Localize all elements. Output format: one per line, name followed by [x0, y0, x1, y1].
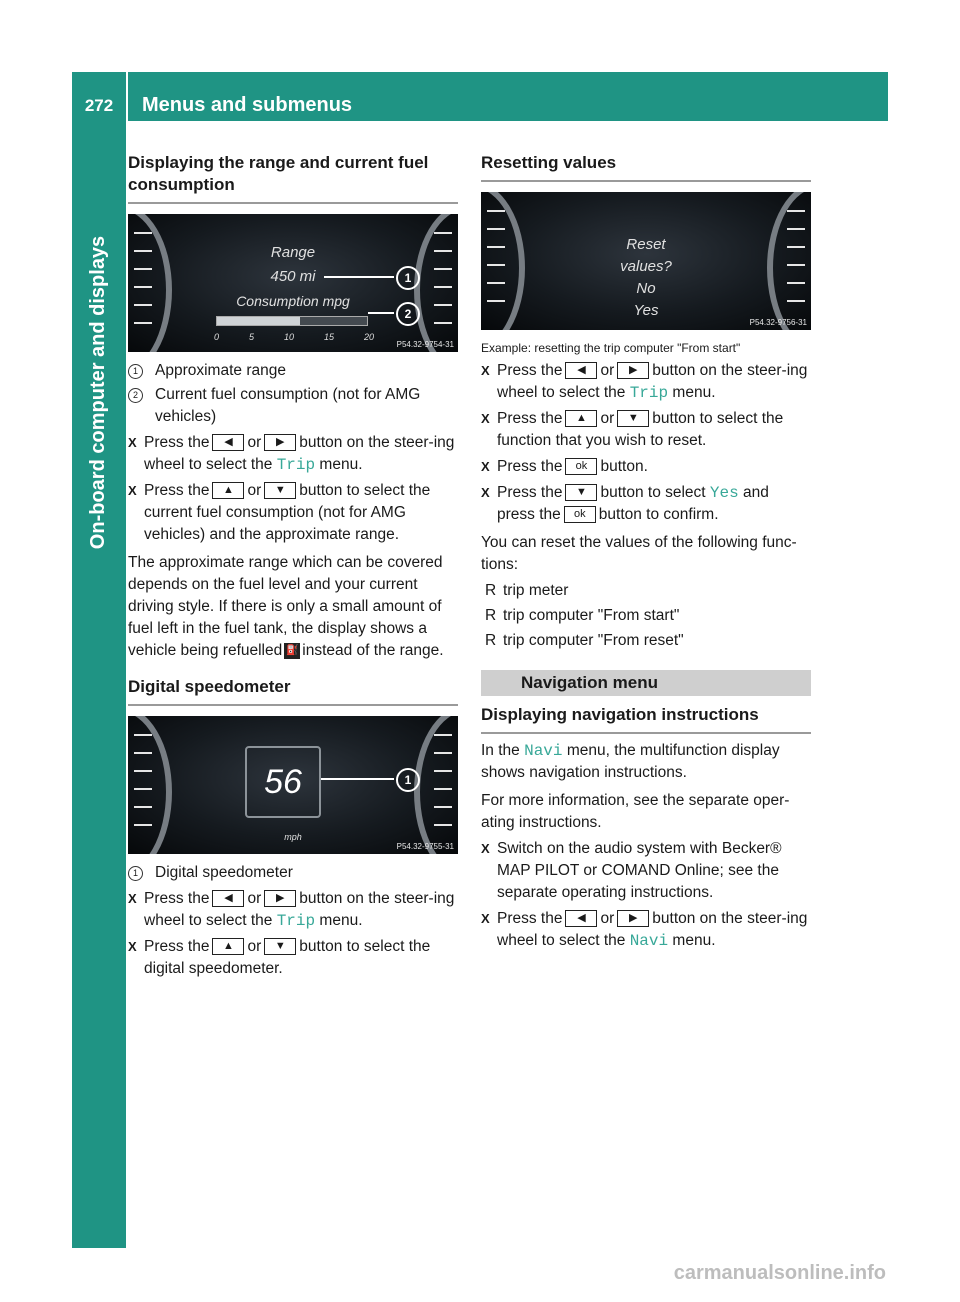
menu-name: Navi: [629, 932, 669, 950]
scale-tick: 15: [323, 332, 334, 342]
instruction-step: [481, 456, 811, 478]
step-arrow-icon: X: [128, 891, 137, 906]
watermark: carmanualsonline.info: [673, 1262, 886, 1284]
navigation-paragraph: For more information, see the separate oper-ating instructions.: [481, 792, 790, 831]
step-text: Press the: [144, 890, 210, 907]
instruction-step: [481, 482, 811, 526]
left-button-icon: ◀: [212, 890, 244, 907]
legend-number: 1: [128, 364, 143, 379]
step-text: or: [247, 938, 262, 955]
step-text: button on the steer-ing wheel to select the: [497, 910, 808, 949]
legend-number: 1: [128, 866, 143, 881]
menu-name: Trip: [629, 384, 669, 402]
list-item-text: trip meter: [503, 582, 569, 599]
step-text: Press the: [497, 410, 563, 427]
down-button-icon: ▼: [617, 410, 649, 427]
legend-item: [128, 862, 458, 884]
step-text: button to select the function that you wish to reset.: [497, 410, 784, 449]
step-text: Press the: [144, 938, 210, 955]
header-separator: [126, 72, 128, 121]
reset-line-1: Reset: [626, 236, 666, 253]
callout-line-1: [321, 778, 394, 780]
reset-option-no: No: [636, 280, 656, 297]
up-button-icon: ▲: [212, 482, 244, 499]
right-column: [481, 152, 811, 952]
step-text: or: [247, 434, 262, 451]
page-number: 272: [84, 96, 114, 115]
ok-button-icon: ok: [565, 458, 597, 475]
step-text: menu.: [672, 932, 716, 949]
step-text: Press the: [497, 458, 563, 475]
step-text: button on the steer-ing wheel to select the: [144, 434, 455, 473]
legend-item: [128, 360, 458, 382]
scale-tick: 20: [363, 332, 374, 342]
reset-display-image: [481, 192, 811, 330]
step-text: menu.: [319, 456, 363, 473]
reset-list: [481, 580, 811, 652]
left-button-icon: ◀: [565, 362, 597, 379]
fuel-bar-fill: [217, 317, 300, 325]
list-item: [481, 605, 811, 627]
step-arrow-icon: X: [128, 435, 137, 450]
menu-name: Trip: [276, 912, 316, 930]
right-button-icon: ▶: [264, 890, 296, 907]
step-text: Press the: [144, 482, 210, 499]
step-arrow-icon: X: [481, 841, 490, 856]
reset-option-yes: Yes: [633, 302, 659, 319]
page-title: Menus and submenus: [142, 94, 353, 116]
navigation-menu-heading: Navigation menu: [481, 670, 811, 696]
menu-name: Trip: [276, 456, 316, 474]
legend-number: 2: [128, 388, 143, 403]
step-text: button.: [600, 458, 648, 475]
step-arrow-icon: X: [481, 411, 490, 426]
side-label: [72, 126, 126, 658]
step-text: or: [247, 890, 262, 907]
fuel-bar: [216, 316, 368, 326]
step-text: menu.: [672, 384, 716, 401]
step-text: or: [600, 910, 615, 927]
step-text: button on the steer-ing wheel to select the: [144, 890, 455, 929]
consumption-scale: [214, 326, 374, 348]
down-button-icon: ▼: [264, 938, 296, 955]
right-button-icon: ▶: [617, 362, 649, 379]
step-text: button to select the digital speedometer.: [144, 938, 431, 977]
step-arrow-icon: X: [481, 459, 490, 474]
step-text: Press the: [497, 362, 563, 379]
reset-line-2: values?: [620, 258, 672, 275]
step-arrow-icon: X: [481, 363, 490, 378]
menu-name: Navi: [524, 742, 563, 760]
left-button-icon: ◀: [212, 434, 244, 451]
section-title-speedometer: Digital speedometer: [128, 676, 458, 706]
bullet-icon: R: [485, 607, 497, 624]
speedometer-image: [128, 716, 458, 854]
speed-unit: mph: [284, 832, 302, 842]
paragraph-text: instead of the range.: [302, 642, 444, 659]
paragraph-text: menu, the multifunction display shows navigation instructions.: [481, 742, 780, 781]
instruction-step: [481, 360, 811, 404]
step-arrow-icon: X: [128, 939, 137, 954]
scale-tick: 10: [283, 332, 294, 342]
step-text: Press the: [144, 434, 210, 451]
digital-speed: 56: [245, 746, 321, 818]
step-text: or: [600, 410, 615, 427]
callout-1: 1: [396, 266, 420, 290]
step-text: or: [600, 362, 615, 379]
step-arrow-icon: X: [128, 483, 137, 498]
range-display-image: [128, 214, 458, 352]
instruction-step: [481, 908, 811, 952]
step-text: Press the: [497, 910, 563, 927]
left-button-icon: ◀: [565, 910, 597, 927]
step-text: button on the steer-ing wheel to select the: [497, 362, 808, 401]
image-caption: Example: resetting the trip computer "From start": [481, 341, 741, 355]
image-reference: P54.32-9754-31: [396, 340, 454, 349]
step-arrow-icon: X: [481, 485, 490, 500]
navigation-paragraph: [481, 740, 811, 784]
reset-paragraph: You can reset the values of the following func-tions:: [481, 534, 797, 573]
callout-2: 2: [396, 302, 420, 326]
section-title-reset: Resetting values: [481, 152, 811, 182]
step-text: and press the: [497, 484, 769, 523]
section-title-range: Displaying the range and current fuel consumption: [128, 152, 458, 204]
step-text: Switch on the audio system with Becker® MAP PILOT or COMAND Online; see the separate operating instructions.: [497, 840, 782, 901]
menu-name: Yes: [709, 484, 739, 502]
instruction-step: [128, 480, 458, 546]
ok-button-icon: ok: [564, 506, 596, 523]
legend-text: Approximate range: [155, 362, 286, 379]
callout-1: 1: [396, 768, 420, 792]
step-text: menu.: [319, 912, 363, 929]
step-text: button to select: [600, 484, 706, 501]
image-reference: P54.32-9756-31: [749, 318, 807, 327]
scale-tick: 5: [248, 332, 254, 342]
refuel-icon: ⛽: [284, 643, 300, 659]
instruction-step: [481, 408, 811, 452]
down-button-icon: ▼: [264, 482, 296, 499]
side-label-text: On-board computer and displays: [87, 235, 110, 549]
step-text: button to confirm.: [598, 506, 719, 523]
gauge-ticks-right: [434, 734, 452, 834]
left-column: [128, 152, 458, 980]
paragraph-text: The approximate range which can be covered depends on the fuel level and your current driving style. If there is only a small amount of fuel left in the fuel tank, the display shows a vehicle being refuelled: [128, 554, 443, 659]
list-item-text: trip computer "From reset": [503, 632, 684, 649]
section-title-navigation: Displaying navigation instructions: [481, 704, 811, 734]
bullet-icon: R: [485, 582, 497, 599]
callout-line-1: [324, 276, 394, 278]
step-arrow-icon: X: [481, 911, 490, 926]
bullet-icon: R: [485, 632, 497, 649]
step-text: button to select the current fuel consumption (not for AMG vehicles) and the approximate range.: [144, 482, 431, 543]
consumption-label: Consumption mpg: [236, 293, 350, 309]
instruction-step: [128, 888, 458, 932]
right-button-icon: ▶: [264, 434, 296, 451]
legend-text: Digital speedometer: [155, 864, 293, 881]
list-item: [481, 580, 811, 602]
step-text: or: [247, 482, 262, 499]
callout-line-2: [368, 312, 394, 314]
legend-text: Current fuel consumption (not for AMG vehicles): [155, 386, 421, 425]
up-button-icon: ▲: [212, 938, 244, 955]
instruction-step: [128, 936, 458, 980]
right-button-icon: ▶: [617, 910, 649, 927]
paragraph-text: In the: [481, 742, 520, 759]
step-text: Press the: [497, 484, 563, 501]
range-paragraph: [128, 552, 458, 662]
image-reference: P54.32-9755-31: [396, 842, 454, 851]
instruction-step: [128, 432, 458, 476]
list-item-text: trip computer "From start": [503, 607, 680, 624]
list-item: [481, 630, 811, 652]
scale-tick: 0: [214, 332, 220, 342]
legend-item: [128, 384, 458, 428]
down-button-icon: ▼: [565, 484, 597, 501]
up-button-icon: ▲: [565, 410, 597, 427]
gauge-ticks-left: [134, 734, 152, 834]
range-label: Range: [270, 244, 316, 261]
range-value: 450 mi: [270, 268, 316, 285]
instruction-step: [481, 838, 811, 904]
